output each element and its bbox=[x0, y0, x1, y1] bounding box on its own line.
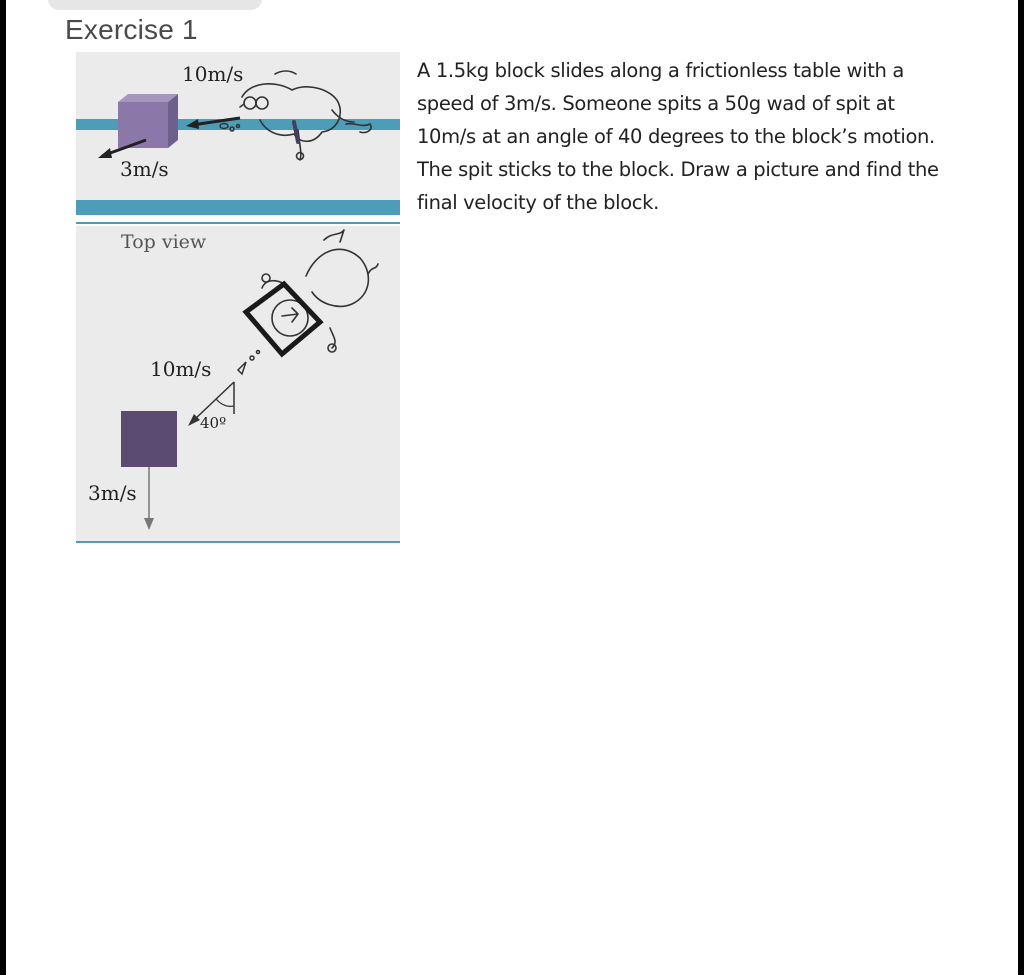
problem-line-5: final velocity of the block. bbox=[417, 191, 659, 214]
top-spit-speed-label: 10m/s bbox=[150, 357, 212, 381]
problem-statement bbox=[417, 54, 977, 219]
top-block-speed-label: 3m/s bbox=[88, 481, 137, 505]
top-view-label: Top view bbox=[121, 231, 207, 253]
problem-line-1: A 1.5kg block slides along a frictionless table with a bbox=[417, 59, 904, 82]
side-block-speed-label: 3m/s bbox=[120, 157, 169, 181]
page-title: Exercise 1 bbox=[65, 14, 198, 45]
problem-line-3: 10m/s at an angle of 40 degrees to the block’s motion. bbox=[417, 125, 935, 148]
figure-svg bbox=[70, 52, 400, 547]
side-block bbox=[118, 94, 178, 148]
top-angle-label: 40º bbox=[200, 414, 227, 432]
panel-separator-bar bbox=[76, 200, 400, 215]
top-tab[interactable] bbox=[48, 0, 262, 10]
problem-line-2: speed of 3m/s. Someone spits a 50g wad of spit at bbox=[417, 92, 895, 115]
top-block bbox=[121, 411, 177, 467]
problem-line-4: The spit sticks to the block. Draw a picture and find the bbox=[417, 158, 939, 181]
side-spit-speed-label: 10m/s bbox=[182, 62, 244, 86]
physics-figure bbox=[70, 52, 400, 547]
document-page bbox=[6, 0, 1018, 975]
